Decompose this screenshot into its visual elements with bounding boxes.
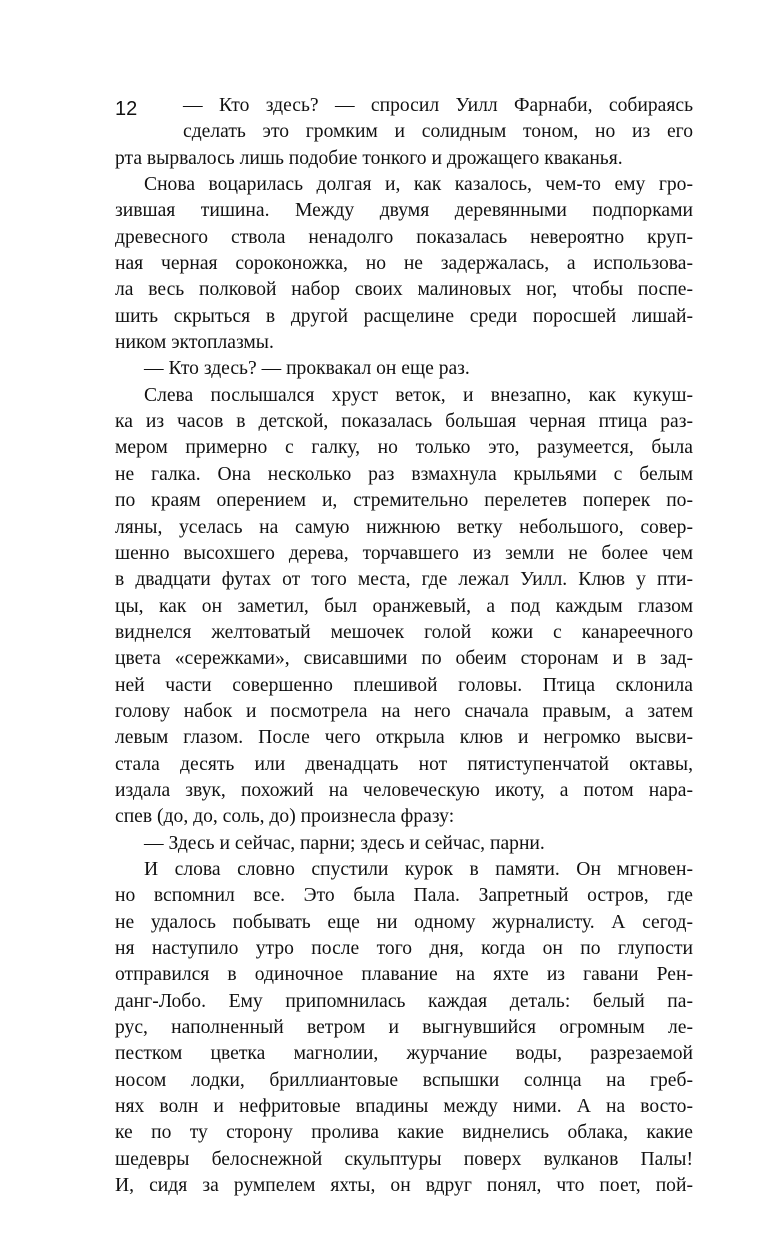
page-number: 12: [115, 98, 138, 120]
text-line: шить скрыться в другой расщелине среди поросшей лишай-: [115, 305, 693, 327]
text-line: рта вырвалось лишь подобие тонкого и дрожащего кваканья.: [115, 147, 623, 169]
text-line: ная черная сороконожка, но не задержалась, а использова-: [115, 253, 693, 275]
text-line: но вспомнил все. Это была Пала. Запретный остров, где: [115, 885, 693, 907]
text-line: ке по ту сторону пролива какие виднелись облака, какие: [115, 1122, 693, 1144]
text-line: ляны, уселась на самую нижнюю ветку небольшого, совер-: [115, 516, 693, 538]
text-line: ла весь полковой набор своих малиновых ног, чтобы поспе-: [115, 279, 693, 301]
text-line: И, сидя за румпелем яхты, он вдруг понял, что поет, пой-: [115, 1175, 693, 1197]
text-line: шедевры белоснежной скульптуры поверх вулканов Палы!: [115, 1148, 693, 1170]
text-line: Слева послышался хруст веток, и внезапно, как кукуш-: [144, 384, 693, 406]
text-line: цвета «сережками», свисавшими по обеим сторонам и в зад-: [115, 648, 693, 670]
text-line: И слова словно спустили курок в памяти. Он мгновен-: [144, 858, 693, 880]
text-line: Снова воцарилась долгая и, как казалось, чем-то ему гро-: [144, 174, 693, 196]
text-line: левым глазом. После чего открыла клюв и негромко высви-: [115, 727, 693, 749]
text-line: пестком цветка магнолии, журчание воды, разрезаемой: [115, 1043, 693, 1065]
text-line: рус, наполненный ветром и выгнувшийся огромным ле-: [115, 1017, 693, 1039]
text-line: ней части совершенно плешивой головы. Птица склонила: [115, 674, 693, 696]
text-line: древесного ствола ненадолго показалась невероятно круп-: [115, 226, 693, 248]
text-line: зившая тишина. Между двумя деревянными подпорками: [115, 200, 693, 222]
text-line: цы, как он заметил, был оранжевый, а под каждым глазом: [115, 595, 693, 617]
text-line: ка из часов в детской, показалась большая черная птица раз-: [115, 411, 693, 433]
text-line: — Кто здесь? — проквакал он еще раз.: [144, 358, 470, 380]
text-line: спев (до, до, соль, до) произнесла фразу:: [115, 806, 455, 828]
page-text: [115, 93, 693, 1199]
text-line: стала десять или двенадцать нот пятиступенчатой октавы,: [115, 753, 693, 775]
text-line: не галка. Она несколько раз взмахнула крыльями с белым: [115, 463, 693, 485]
text-line: шенно высохшего дерева, торчавшего из земли не более чем: [115, 542, 693, 564]
text-line: — Кто здесь? — спросил Уилл Фарнаби, собираясь: [183, 95, 693, 116]
text-line: мером примерно с галку, но только это, разумеется, была: [115, 437, 693, 459]
text-line: по краям оперением и, стремительно перелетев поперек по-: [115, 490, 693, 512]
text-line: ня наступило утро после того дня, когда он по глупости: [115, 938, 693, 959]
text-line: сделать это громким и солидным тоном, но из его: [183, 121, 693, 143]
text-line: виднелся желтоватый мешочек голой кожи с канареечного: [115, 621, 693, 643]
text-line: ником эктоплазмы.: [115, 332, 274, 354]
text-line: нях волн и нефритовые впадины между ними. А на восто-: [115, 1096, 693, 1118]
text-line: — Здесь и сейчас, парни; здесь и сейчас, парни.: [144, 832, 545, 854]
text-line: издала звук, похожий на человеческую икоту, а потом нара-: [115, 779, 693, 801]
text-line: отправился в одиночное плавание на яхте из гавани Рен-: [115, 964, 693, 986]
text-line: голову набок и посмотрела на него сначала правым, а затем: [115, 700, 693, 722]
text-line: данг-Лобо. Ему припомнилась каждая деталь: белый па-: [115, 990, 693, 1012]
text-line: в двадцати футах от того места, где лежал Уилл. Клюв у пти-: [115, 569, 693, 591]
text-line: носом лодки, бриллиантовые вспышки солнца на греб-: [115, 1069, 693, 1091]
text-line: не удалось побывать еще ни одному журналисту. А сегод-: [115, 911, 693, 933]
